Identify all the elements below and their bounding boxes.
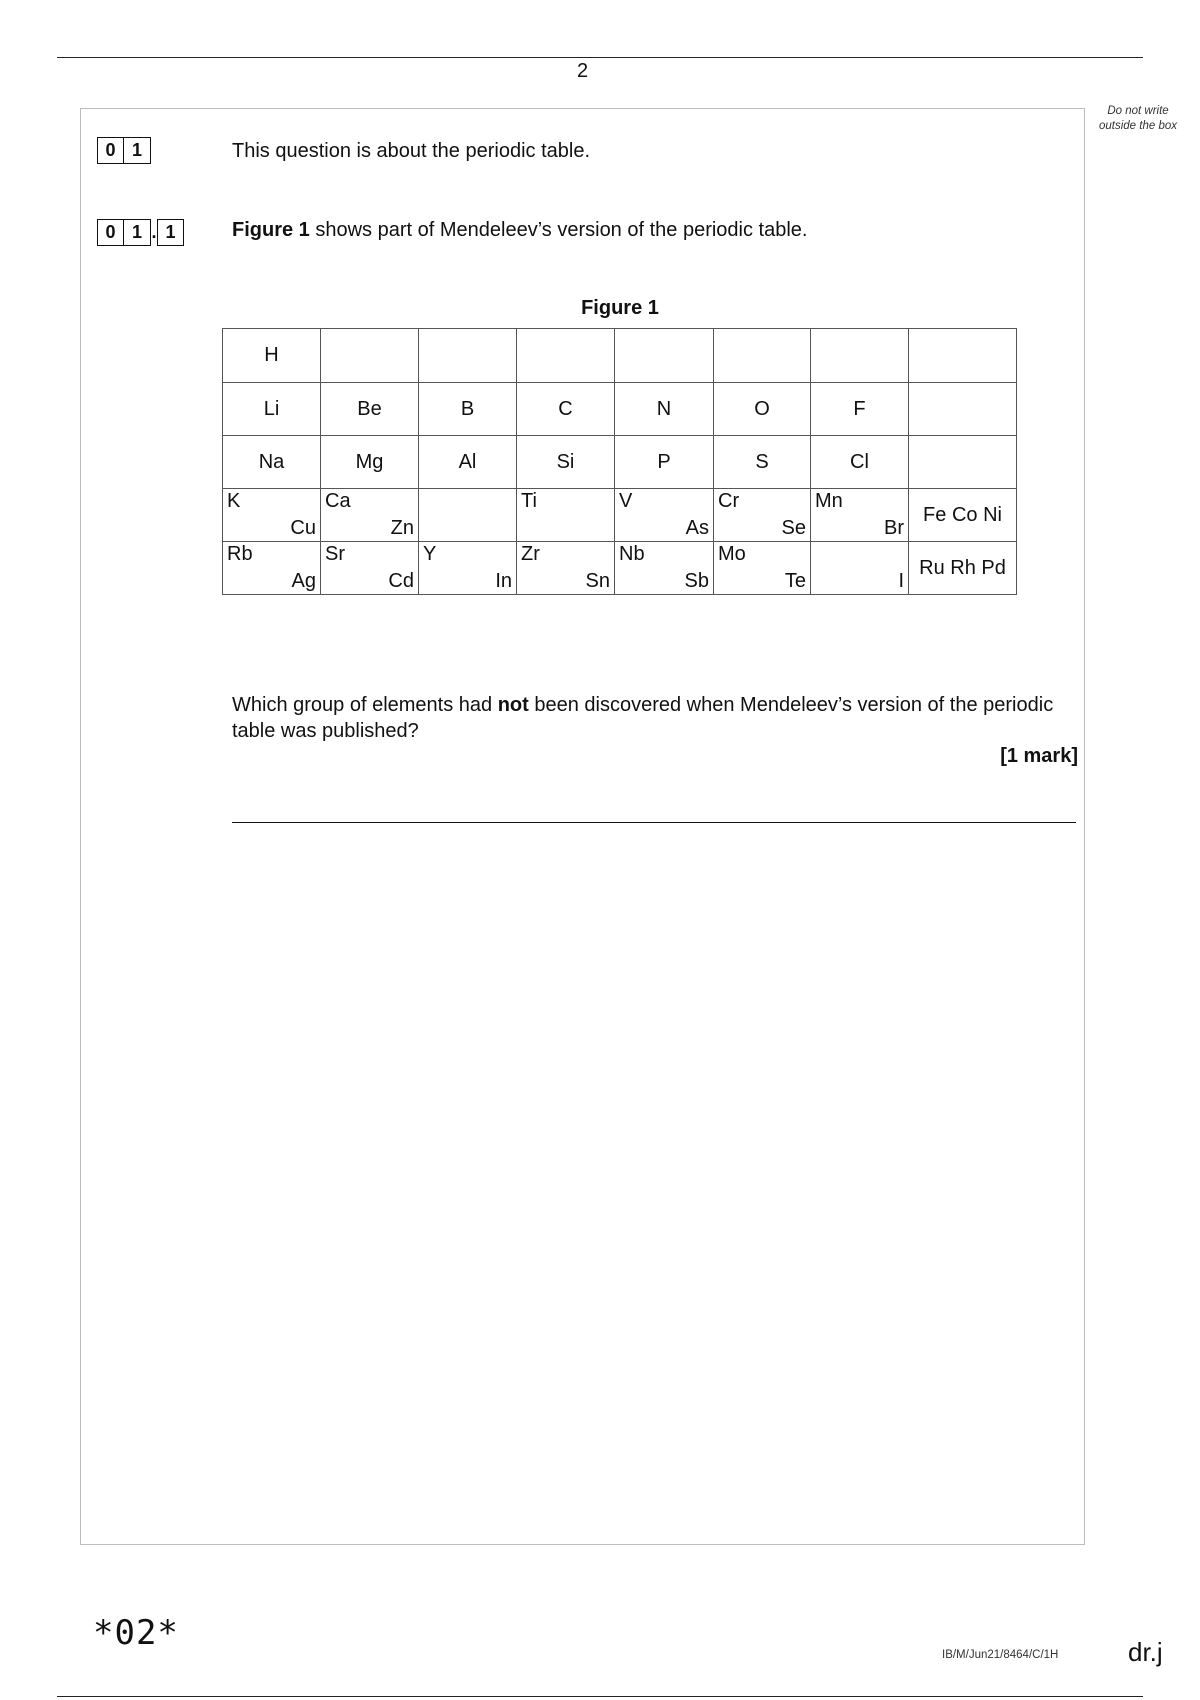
element-symbol: Al	[458, 450, 477, 473]
question-prompt	[232, 692, 1072, 744]
page-barcode-text: *02*	[93, 1613, 179, 1653]
element-symbol-main: Cr	[718, 490, 740, 512]
element-symbol: S	[755, 450, 769, 473]
table-row	[223, 542, 1017, 595]
table-cell	[714, 436, 811, 489]
table-cell	[223, 436, 321, 489]
question-digit: 1	[124, 137, 151, 164]
table-cell	[615, 383, 714, 436]
element-symbol: P	[657, 450, 671, 473]
table-cell	[517, 489, 615, 542]
question-number-box-01	[97, 137, 151, 164]
element-symbol	[909, 329, 1016, 382]
element-symbol	[419, 329, 516, 382]
element-symbol	[615, 329, 713, 382]
question-digit: 0	[97, 219, 124, 246]
table-cell	[909, 383, 1017, 436]
element-symbol: O	[754, 397, 770, 420]
table-cell	[223, 489, 321, 542]
element-symbol: N	[656, 397, 672, 420]
table-cell	[321, 383, 419, 436]
signature: dr.j	[1128, 1637, 1163, 1667]
prompt-text-part1: Which group of elements had	[232, 694, 498, 716]
element-symbol-main: Mo	[718, 543, 746, 565]
table-row	[223, 329, 1017, 383]
element-symbol: Be	[357, 397, 382, 420]
element-symbol: B	[460, 397, 475, 420]
question-01-1-text-rest: shows part of Mendeleev’s version of the periodic table.	[309, 219, 808, 241]
element-symbol: Cl	[850, 450, 869, 473]
element-symbol: Mg	[355, 450, 384, 473]
table-cell	[419, 329, 517, 383]
table-cell	[615, 329, 714, 383]
element-symbol: Na	[258, 450, 285, 473]
table-cell	[615, 489, 714, 542]
element-symbol-main: Zr	[521, 543, 540, 565]
element-symbol: C	[558, 397, 573, 420]
table-row	[223, 383, 1017, 436]
element-symbol-sub: In	[495, 570, 512, 592]
table-cell	[909, 489, 1017, 542]
table-cell	[615, 436, 714, 489]
table-cell	[223, 329, 321, 383]
page-number: 2	[576, 60, 589, 82]
table-cell	[811, 489, 909, 542]
table-cell	[419, 489, 517, 542]
element-symbol	[517, 329, 614, 382]
table-cell	[517, 329, 615, 383]
question-01-1-text	[232, 217, 807, 243]
element-symbol-sub: Se	[781, 517, 806, 539]
table-cell	[419, 436, 517, 489]
table-cell	[321, 329, 419, 383]
table-row	[223, 489, 1017, 542]
element-symbol-main: K	[227, 490, 241, 512]
table-cell	[714, 489, 811, 542]
table-row	[223, 436, 1017, 489]
element-symbol-main: Sr	[325, 543, 345, 565]
paper-reference: IB/M/Jun21/8464/C/1H	[942, 1649, 1059, 1661]
element-symbol: Ru Rh Pd	[919, 556, 1006, 579]
figure-reference: Figure 1	[232, 219, 310, 241]
element-symbol: H	[264, 344, 279, 366]
element-symbol	[909, 436, 1016, 488]
table-cell	[714, 383, 811, 436]
table-cell	[321, 489, 419, 542]
element-symbol-main: Ti	[521, 490, 537, 512]
question-digit: 0	[97, 137, 124, 164]
table-cell	[909, 329, 1017, 383]
element-symbol: Si	[556, 450, 575, 473]
element-symbol	[321, 329, 418, 382]
question-number-box-01-1	[97, 219, 184, 246]
table-cell	[909, 436, 1017, 489]
element-symbol-main: Mn	[815, 490, 843, 512]
top-rule	[57, 57, 1143, 58]
table-cell	[517, 436, 615, 489]
question-dot: .	[151, 222, 157, 242]
element-symbol-main: Nb	[619, 543, 645, 565]
element-symbol	[714, 329, 810, 382]
prompt-text-part2: been discovered when Mendeleev’s version of the periodic table was published?	[232, 694, 1054, 742]
table-cell	[419, 542, 517, 595]
element-symbol-sub: Te	[784, 570, 806, 592]
table-cell	[811, 329, 909, 383]
element-symbol-main: V	[619, 490, 633, 512]
element-symbol-sub: Cu	[290, 517, 316, 539]
table-cell	[811, 383, 909, 436]
element-symbol-sub: I	[898, 570, 904, 592]
margin-note: Do not write outside the box	[1098, 105, 1177, 132]
element-symbol: Fe Co Ni	[923, 503, 1002, 526]
element-symbol-sub: Sb	[684, 570, 709, 592]
mendeleev-periodic-table	[222, 328, 1017, 595]
element-symbol-sub: As	[685, 517, 709, 539]
question-01-text: This question is about the periodic table.	[232, 140, 590, 162]
table-cell	[909, 542, 1017, 595]
table-cell	[419, 383, 517, 436]
table-cell	[223, 383, 321, 436]
element-symbol-sub: Sn	[585, 570, 610, 592]
element-symbol: F	[853, 397, 866, 420]
table-cell	[811, 542, 909, 595]
element-symbol	[811, 329, 908, 382]
table-cell	[714, 329, 811, 383]
prompt-emphasis: not	[497, 694, 529, 716]
table-cell	[517, 383, 615, 436]
table-cell	[321, 436, 419, 489]
element-symbol-sub: Br	[884, 517, 904, 539]
table-cell	[615, 542, 714, 595]
element-symbol-main: Ca	[325, 490, 351, 512]
element-symbol-sub: Cd	[388, 570, 414, 592]
element-symbol: Li	[263, 397, 280, 420]
bottom-rule	[57, 1696, 1143, 1697]
question-digit: 1	[157, 219, 184, 246]
table-cell	[714, 542, 811, 595]
table-cell	[517, 542, 615, 595]
table-cell	[223, 542, 321, 595]
figure-title: Figure 1	[581, 297, 659, 319]
element-symbol	[909, 383, 1016, 435]
element-symbol-sub: Ag	[291, 570, 316, 592]
marks-label: [1 mark]	[1000, 745, 1078, 767]
answer-frame	[80, 108, 1085, 1545]
table-cell	[811, 436, 909, 489]
element-symbol-main: Rb	[227, 543, 253, 565]
question-digit: 1	[124, 219, 151, 246]
element-symbol-main: Y	[423, 543, 437, 565]
table-cell	[321, 542, 419, 595]
answer-line[interactable]	[232, 822, 1076, 823]
element-symbol-sub: Zn	[390, 517, 414, 539]
